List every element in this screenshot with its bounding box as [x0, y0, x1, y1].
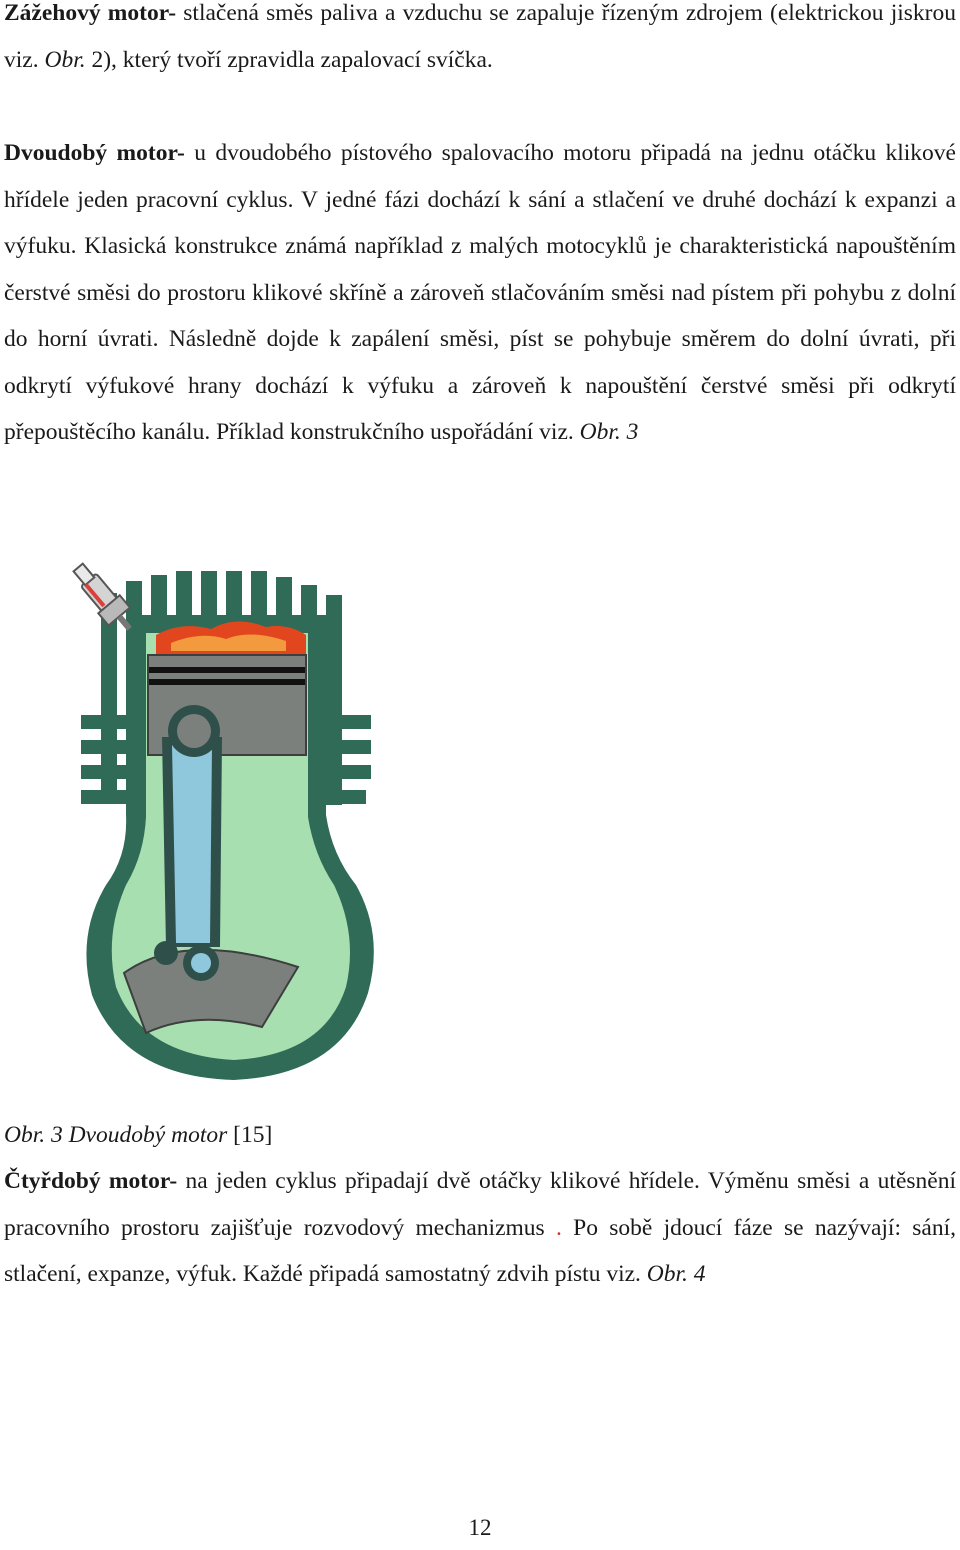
paragraph-text: stlačená směs paliva a vzduchu se zapaluje řízeným zdrojem (elektrickou jiskrou viz.: [4, 0, 957, 73]
term-two-stroke-engine: Dvoudobý motor-: [4, 140, 185, 166]
paragraph-spark-ignition: [4, 0, 956, 83]
paragraph-text: Po sobě jdoucí fáze se nazývají: sání, stlačení, expanze, výfuk. Každé připadá samostatný zdvih pístu viz.: [4, 1214, 956, 1287]
paragraph-two-stroke: [4, 130, 956, 456]
figure-reference: Obr. 4: [646, 1261, 706, 1287]
caption-title: 3 Dvoudobý motor: [45, 1122, 228, 1148]
figure-caption: [4, 1112, 272, 1159]
page-number: 12: [468, 1515, 492, 1540]
connecting-rod: [162, 705, 222, 947]
caption-citation: [15]: [227, 1122, 273, 1148]
figure-reference: Obr. 3: [579, 419, 639, 445]
caption-label: Obr.: [4, 1122, 46, 1148]
figure-reference: Obr.: [44, 46, 86, 73]
paragraph-text: 2), který tvoří zpravidla zapalovací svíčka.: [85, 46, 493, 73]
paragraph-text: u dvoudobého pístového spalovacího motoru připadá na jednu otáčku klikové hřídele jeden pracovní cyklus. V jedné fázi dochází k sání a stlačení ve druhé dochází k expanzi a výfuku. Klasická konstrukce známá například z malých motocyklů je charakteristická napouštěním čerstvé směsi do prostoru klikové skříně a zároveň stlačováním směsi nad pístem při pohybu z dolní do horní úvrati. Následně dojde k zapálení směsi, píst se pohybuje směrem do dolní úvrati, při odkrytí výfukové hrany dochází k výfuku a zároveň k napouštění čerstvé směsi při odkrytí přepouštěcího kanálu. Příklad konstrukčního uspořádání viz.: [4, 140, 956, 445]
term-spark-ignition-engine: Zážehový motor-: [4, 0, 177, 26]
term-four-stroke-engine: Čtyřdobý motor-: [4, 1168, 178, 1194]
paragraph-text: na jeden cyklus připadají dvě otáčky klikové hřídele. Výměnu směsi a utěsnění pracovního prostoru zajišťuje rozvodový mechanizmus: [4, 1168, 956, 1241]
two-stroke-engine-illustration: [6, 555, 386, 1085]
paragraph-four-stroke: [4, 1158, 956, 1298]
red-dot: .: [544, 1214, 562, 1241]
